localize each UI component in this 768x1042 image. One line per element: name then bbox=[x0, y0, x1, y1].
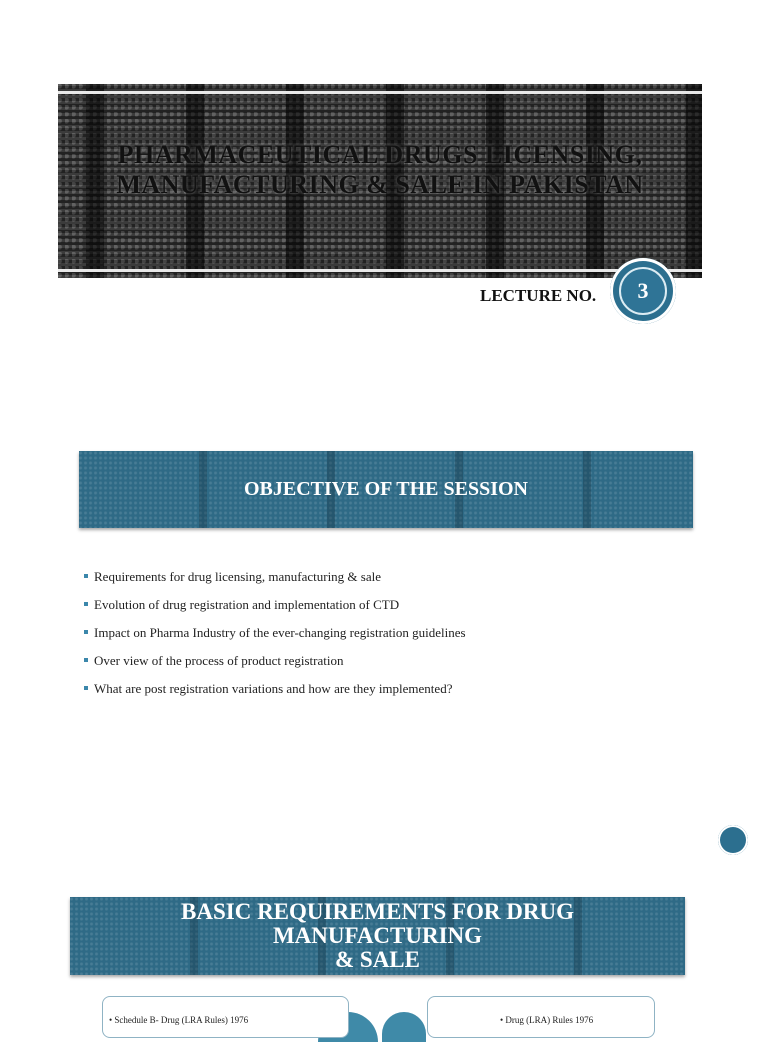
list-item-text: Evolution of drug registration and implementation of CTD bbox=[94, 597, 400, 612]
list-item bbox=[84, 567, 466, 595]
list-item bbox=[84, 623, 466, 651]
list-item-text: What are post registration variations and how are they implemented? bbox=[94, 681, 453, 696]
list-item bbox=[84, 651, 466, 679]
bullet-icon bbox=[84, 574, 88, 578]
heading-line-2: & SALE bbox=[335, 947, 420, 972]
diagram-arc-right bbox=[382, 1012, 426, 1042]
list-item bbox=[84, 679, 466, 707]
list-item-text: Over view of the process of product registration bbox=[94, 653, 344, 668]
requirement-box-left bbox=[102, 996, 349, 1038]
requirement-text-left: • Schedule B- Drug (LRA Rules) 1976 bbox=[109, 1015, 249, 1025]
objectives-list bbox=[84, 567, 466, 707]
title-line-2: MANUFACTURING & SALE IN PAKISTAN bbox=[116, 170, 644, 199]
basic-requirements-heading bbox=[70, 897, 685, 975]
bullet-icon bbox=[84, 602, 88, 606]
bullet-icon bbox=[84, 630, 88, 634]
objective-heading-text: OBJECTIVE OF THE SESSION bbox=[244, 478, 528, 500]
slide-title bbox=[58, 140, 702, 200]
requirement-box-right bbox=[427, 996, 655, 1038]
objective-heading bbox=[79, 451, 693, 528]
bullet-icon bbox=[84, 686, 88, 690]
title-banner bbox=[58, 84, 702, 278]
lecture-number-badge bbox=[610, 258, 676, 324]
list-item-text: Impact on Pharma Industry of the ever-changing registration guidelines bbox=[94, 625, 466, 640]
list-item-text: Requirements for drug licensing, manufacturing & sale bbox=[94, 569, 382, 584]
title-line-1: PHARMACEUTICAL DRUGS LICENSING, bbox=[117, 140, 643, 169]
lecture-label: LECTURE NO. bbox=[480, 286, 597, 305]
bullet-icon bbox=[84, 658, 88, 662]
requirement-text-right: • Drug (LRA) Rules 1976 bbox=[500, 1015, 594, 1025]
list-item bbox=[84, 595, 466, 623]
slide-marker-icon bbox=[718, 825, 748, 855]
heading-line-1: BASIC REQUIREMENTS FOR DRUG MANUFACTURING bbox=[181, 899, 574, 948]
lecture-number: 3 bbox=[619, 267, 667, 315]
